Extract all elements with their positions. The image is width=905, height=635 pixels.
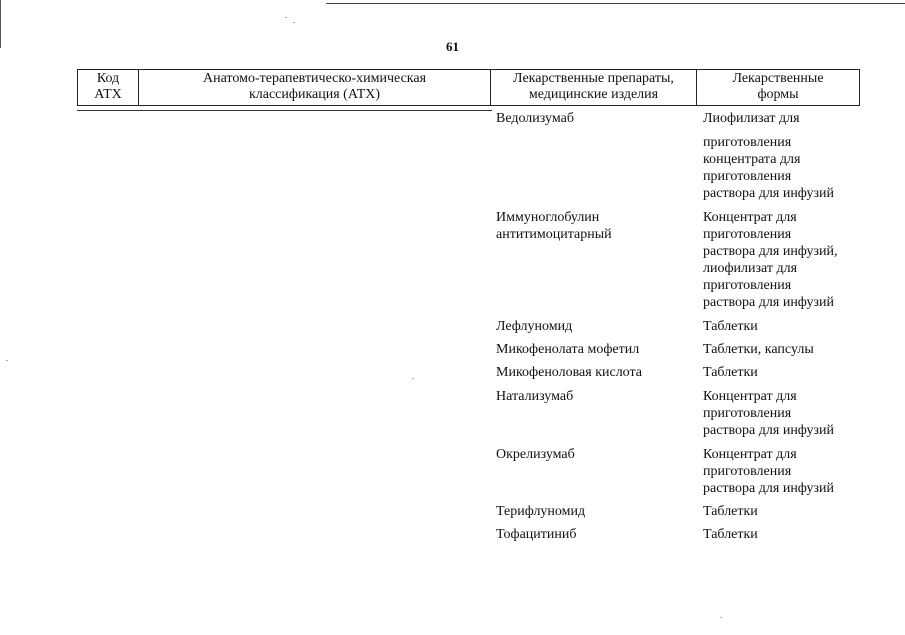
drug-name: Микофенолата мофетил bbox=[496, 342, 640, 357]
dosage-form: Таблетки bbox=[703, 527, 758, 542]
drug-name: Иммуноглобулин антитимоцитарный bbox=[496, 210, 612, 242]
drug-name: Микофеноловая кислота bbox=[496, 365, 643, 380]
scan-speck bbox=[412, 378, 414, 379]
header-drugs-label: Лекарственные препараты, медицинские изделия bbox=[513, 71, 674, 102]
drug-name: Тофацитиниб bbox=[496, 527, 577, 542]
header-forms bbox=[697, 70, 860, 106]
header-row bbox=[78, 70, 860, 106]
drug-name: Натализумаб bbox=[496, 389, 574, 404]
header-classification-label: Анатомо-терапевтическо-химическая классификация (АТХ) bbox=[202, 71, 427, 102]
drug-name: Окрелизумаб bbox=[496, 447, 575, 462]
dosage-form: Таблетки bbox=[703, 319, 758, 334]
header-drugs bbox=[491, 70, 697, 106]
dosage-form: Таблетки bbox=[703, 365, 758, 380]
scan-speck bbox=[720, 617, 722, 618]
dosage-form: Концентрат для приготовления раствора для инфузий bbox=[703, 447, 835, 496]
dosage-form: Таблетки bbox=[703, 504, 758, 519]
header-code-label: Код АТХ bbox=[94, 71, 122, 102]
drug-name: Ведолизумаб bbox=[496, 111, 574, 126]
scan-speck bbox=[6, 360, 8, 361]
dosage-form: Концентрат для приготовления раствора для инфузий, лиофилизат для приготовления раствора для инфузий bbox=[703, 210, 838, 310]
scan-speck bbox=[293, 22, 295, 23]
drug-name: Терифлуномид bbox=[496, 504, 586, 519]
header-forms-label: Лекарственные формы bbox=[732, 71, 824, 102]
dosage-form: Таблетки, капсулы bbox=[703, 342, 814, 357]
top-rule bbox=[326, 3, 905, 4]
dosage-form: Лиофилизат для bbox=[703, 111, 800, 126]
page-number: 61 bbox=[446, 39, 459, 54]
row-divider bbox=[77, 110, 492, 111]
dosage-form: приготовления концентрата для приготовления раствора для инфузий bbox=[703, 135, 835, 201]
header-code bbox=[78, 70, 139, 106]
table-header bbox=[77, 69, 860, 106]
dosage-form: Концентрат для приготовления раствора для инфузий bbox=[703, 389, 835, 438]
header-classification bbox=[139, 70, 491, 106]
drug-name: Лефлуномид bbox=[496, 319, 573, 334]
scan-speck bbox=[285, 17, 287, 18]
